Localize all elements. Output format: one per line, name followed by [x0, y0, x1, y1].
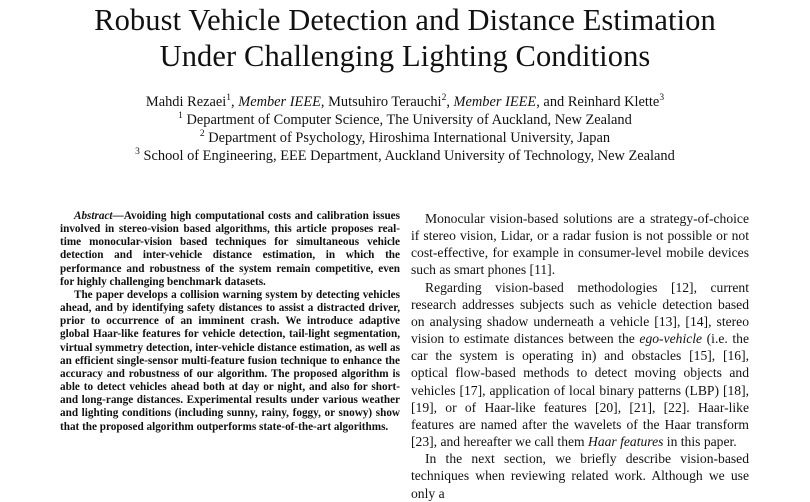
emphasis: ego-vehicle: [639, 331, 703, 347]
abstract-text: —Avoiding high computational costs and calibration issues involved in stereo-vision based algorithms, this article proposes real-time monocular-vision based techniques for simultaneous vehicle detection and inter-vehicle distance estimation, in which the performance and robustness of the system remain competitive, even for highly challenging benchmark datasets.: [60, 210, 400, 288]
body-text: Regarding vision-based methodologies [12], current research addresses subjects such as vehicle detection based on analysing shadow underneath a vehicle [13], [14], stereo vision to estimate distances between the: [411, 279, 749, 347]
affiliation-text: Department of Computer Science, The University of Auckland, New Zealand: [186, 112, 632, 128]
body-text: in this paper.: [663, 434, 737, 450]
paper-title-line-1: Robust Vehicle Detection and Distance Estimation: [94, 3, 716, 37]
author-affiliation-mark: 3: [659, 93, 665, 104]
emphasis: Haar features: [588, 434, 664, 450]
separator: ,: [231, 94, 239, 110]
body-paragraph: [411, 279, 749, 451]
author-name: Mutsuhiro Terauchi: [328, 94, 442, 110]
abstract-label: Abstract: [74, 210, 113, 222]
affiliation-text: School of Engineering, EEE Department, Auckland University of Technology, New Zealand: [143, 148, 675, 164]
author-affiliation-mark: 2: [441, 93, 447, 104]
author-role: Member IEEE: [238, 94, 321, 110]
separator: ,: [446, 94, 454, 110]
affiliation: [0, 147, 810, 165]
body-column: [411, 210, 749, 502]
author-list: [0, 93, 810, 111]
separator: ,: [320, 94, 329, 110]
abstract-paragraph: [60, 210, 400, 289]
author-name: Reinhard Klette: [567, 94, 660, 110]
affiliation: [0, 129, 810, 147]
author-name: Mahdi Rezaei: [145, 94, 227, 110]
paper-title-line-2: Under Challenging Lighting Conditions: [159, 39, 651, 73]
abstract-column: [60, 210, 400, 434]
affiliation-mark: 2: [199, 129, 205, 140]
affiliation-text: Department of Psychology, Hiroshima International University, Japan: [208, 130, 611, 146]
author-role: Member IEEE: [453, 94, 537, 110]
body-paragraph: Monocular vision-based solutions are a strategy-of-choice if stereo vision, Lidar, or a radar fusion is not possible or not cost-effective, for example in consumer-level mobile devices such as smart phones [11].: [411, 211, 749, 278]
affiliation: [0, 111, 810, 129]
affiliation-mark: 3: [135, 147, 140, 158]
affiliation-mark: 1: [178, 111, 183, 122]
body-paragraph: In the next section, we briefly describe vision-based techniques when reviewing related work. Although we use only a: [411, 451, 749, 501]
author-affiliation-mark: 1: [226, 93, 231, 104]
abstract-paragraph: The paper develops a collision warning system by detecting vehicles ahead, and by identifying safety distances to assist a distracted driver, prior to occurrence of an imminent crash. We introduce adaptive global Haar-like features for vehicle detection, tail-light segmentation, virtual symmetry detection, inter-vehicle distance estimation, as well as an efficient single-sensor multi-feature fusion technique to enhance the accuracy and robustness of our algorithm. The proposed algorithm is able to detect vehicles ahead both at day or night, and also for short- and long-range distances. Experimental results under various weather and lighting conditions (including sunny, rainy, foggy, or snowy) show that the proposed algorithm outperforms state-of-the-art algorithms.: [60, 288, 400, 433]
separator: , and: [536, 94, 568, 110]
body-text: (i.e. the car the system is operating in) and obstacles [15], [16], optical flow-based methods to detect moving objects and vehicles [17], application of local binary patterns (LBP) [18], [19], or of Haar-like features [20], [21], [22]. Haar-like features are named after the wavelets of the Haar transform [23], and hereafter we call them: [411, 331, 749, 450]
